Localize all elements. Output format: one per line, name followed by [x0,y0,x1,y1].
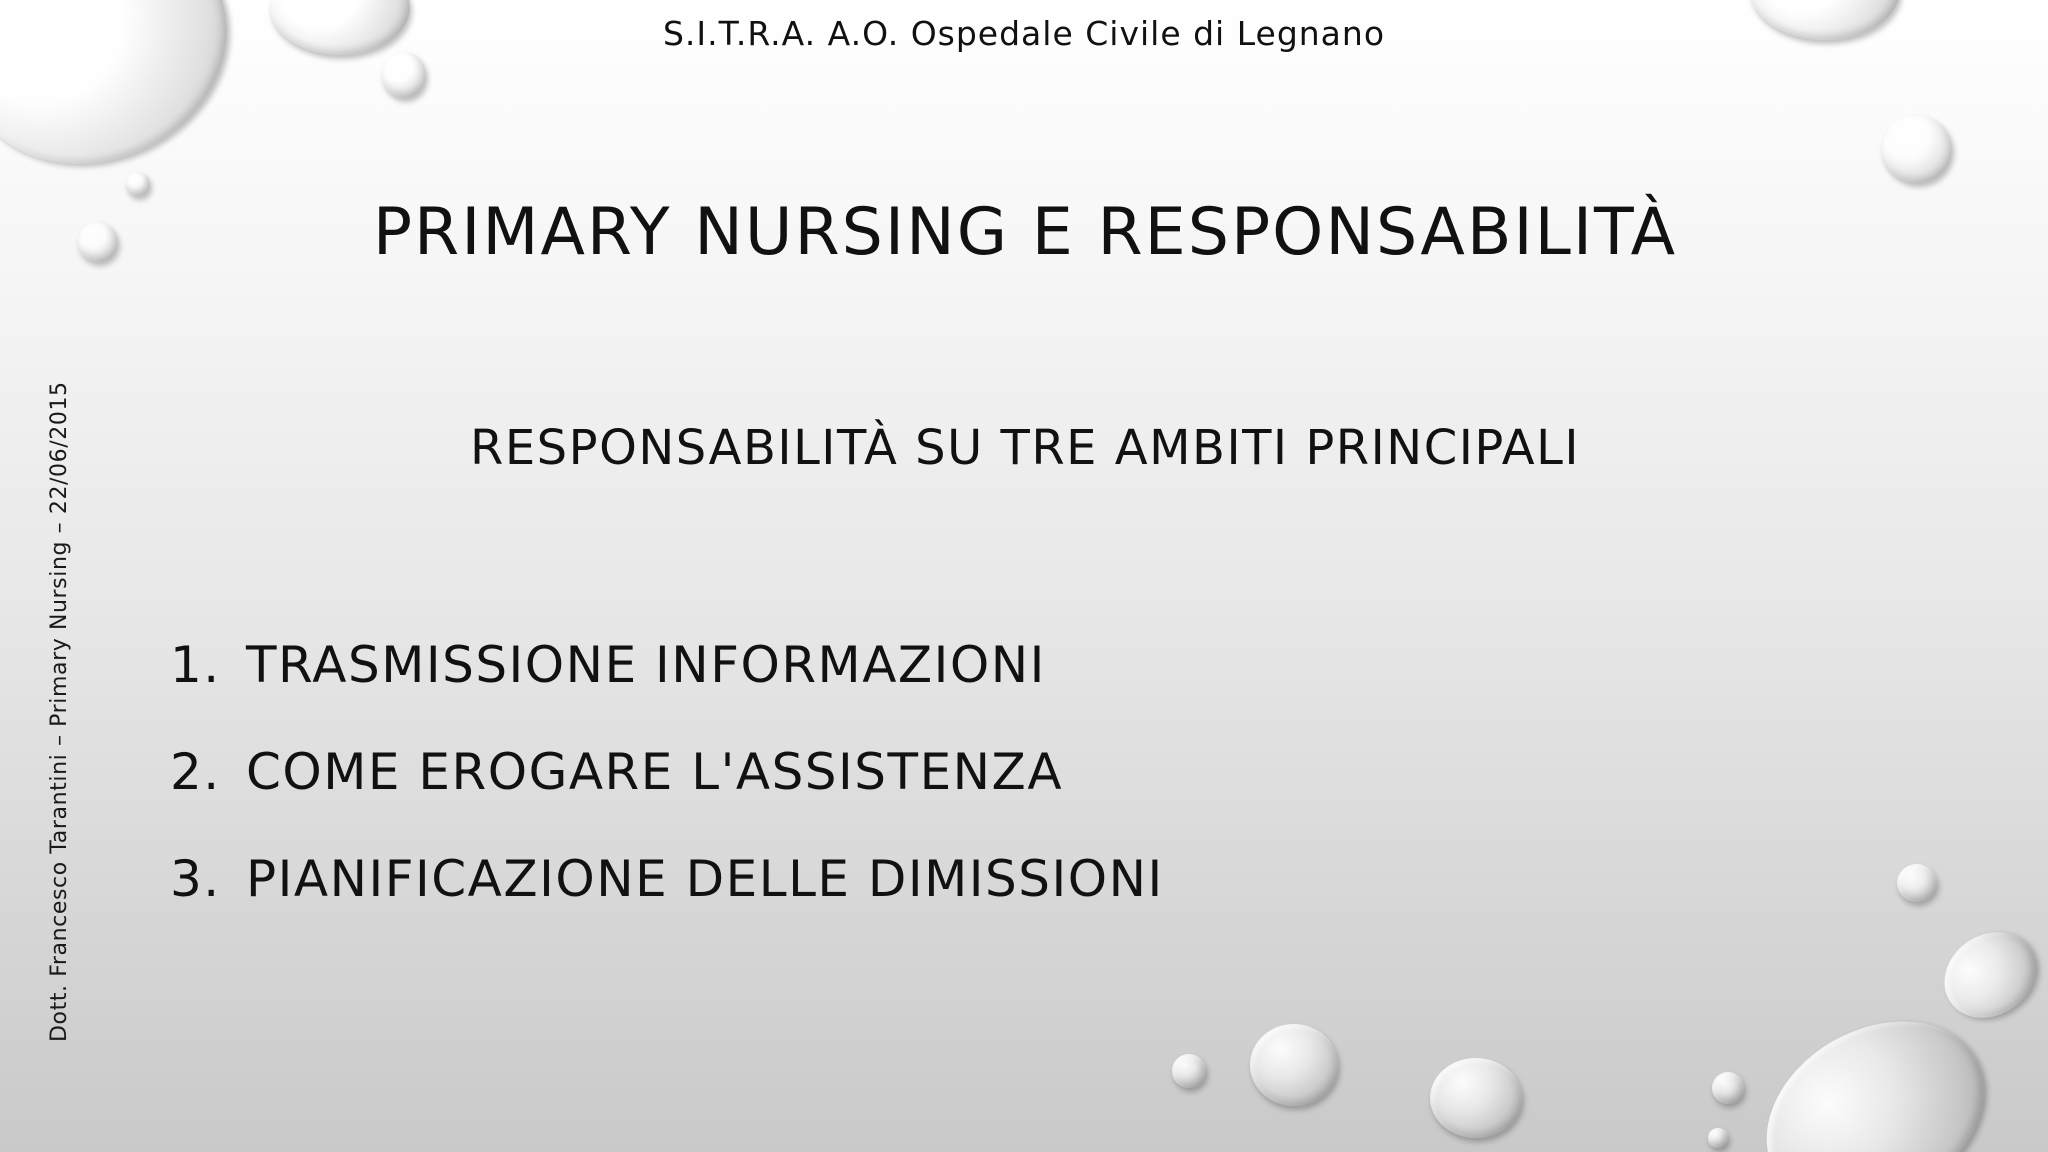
footer-author-date: Dott. Francesco Tarantini – Primary Nursing – 22/06/2015 [47,381,72,1042]
water-drop [1708,1128,1728,1148]
water-drop [382,52,426,98]
list-item [170,630,1164,737]
water-drop [1712,1072,1744,1104]
list-item-text: TRASMISSIONE INFORMAZIONI [246,636,1046,694]
list-item-text: COME EROGARE L'ASSISTENZA [246,743,1064,801]
list-item-number: 3. [170,850,221,908]
water-drop [126,172,150,196]
water-drop [1430,1058,1522,1138]
water-drop [78,222,118,262]
numbered-list [170,630,1164,951]
list-item [170,844,1164,951]
list-item [170,737,1164,844]
list-item-text: PIANIFICAZIONE DELLE DIMISSIONI [246,850,1164,908]
water-drop [1250,1024,1338,1106]
water-drop [1172,1054,1206,1088]
water-drop [1882,115,1952,183]
list-item-number: 1. [170,636,221,694]
water-drop [1897,864,1937,902]
slide-title: PRIMARY NURSING E RESPONSABILITÀ [372,195,1678,270]
list-item-number: 2. [170,743,221,801]
water-drop [1928,915,2048,1036]
slide-subtitle: RESPONSABILITÀ SU TRE AMBITI PRINCIPALI [470,420,1580,476]
header-text: S.I.T.R.A. A.O. Ospedale Civile di Legnano [662,14,1386,53]
